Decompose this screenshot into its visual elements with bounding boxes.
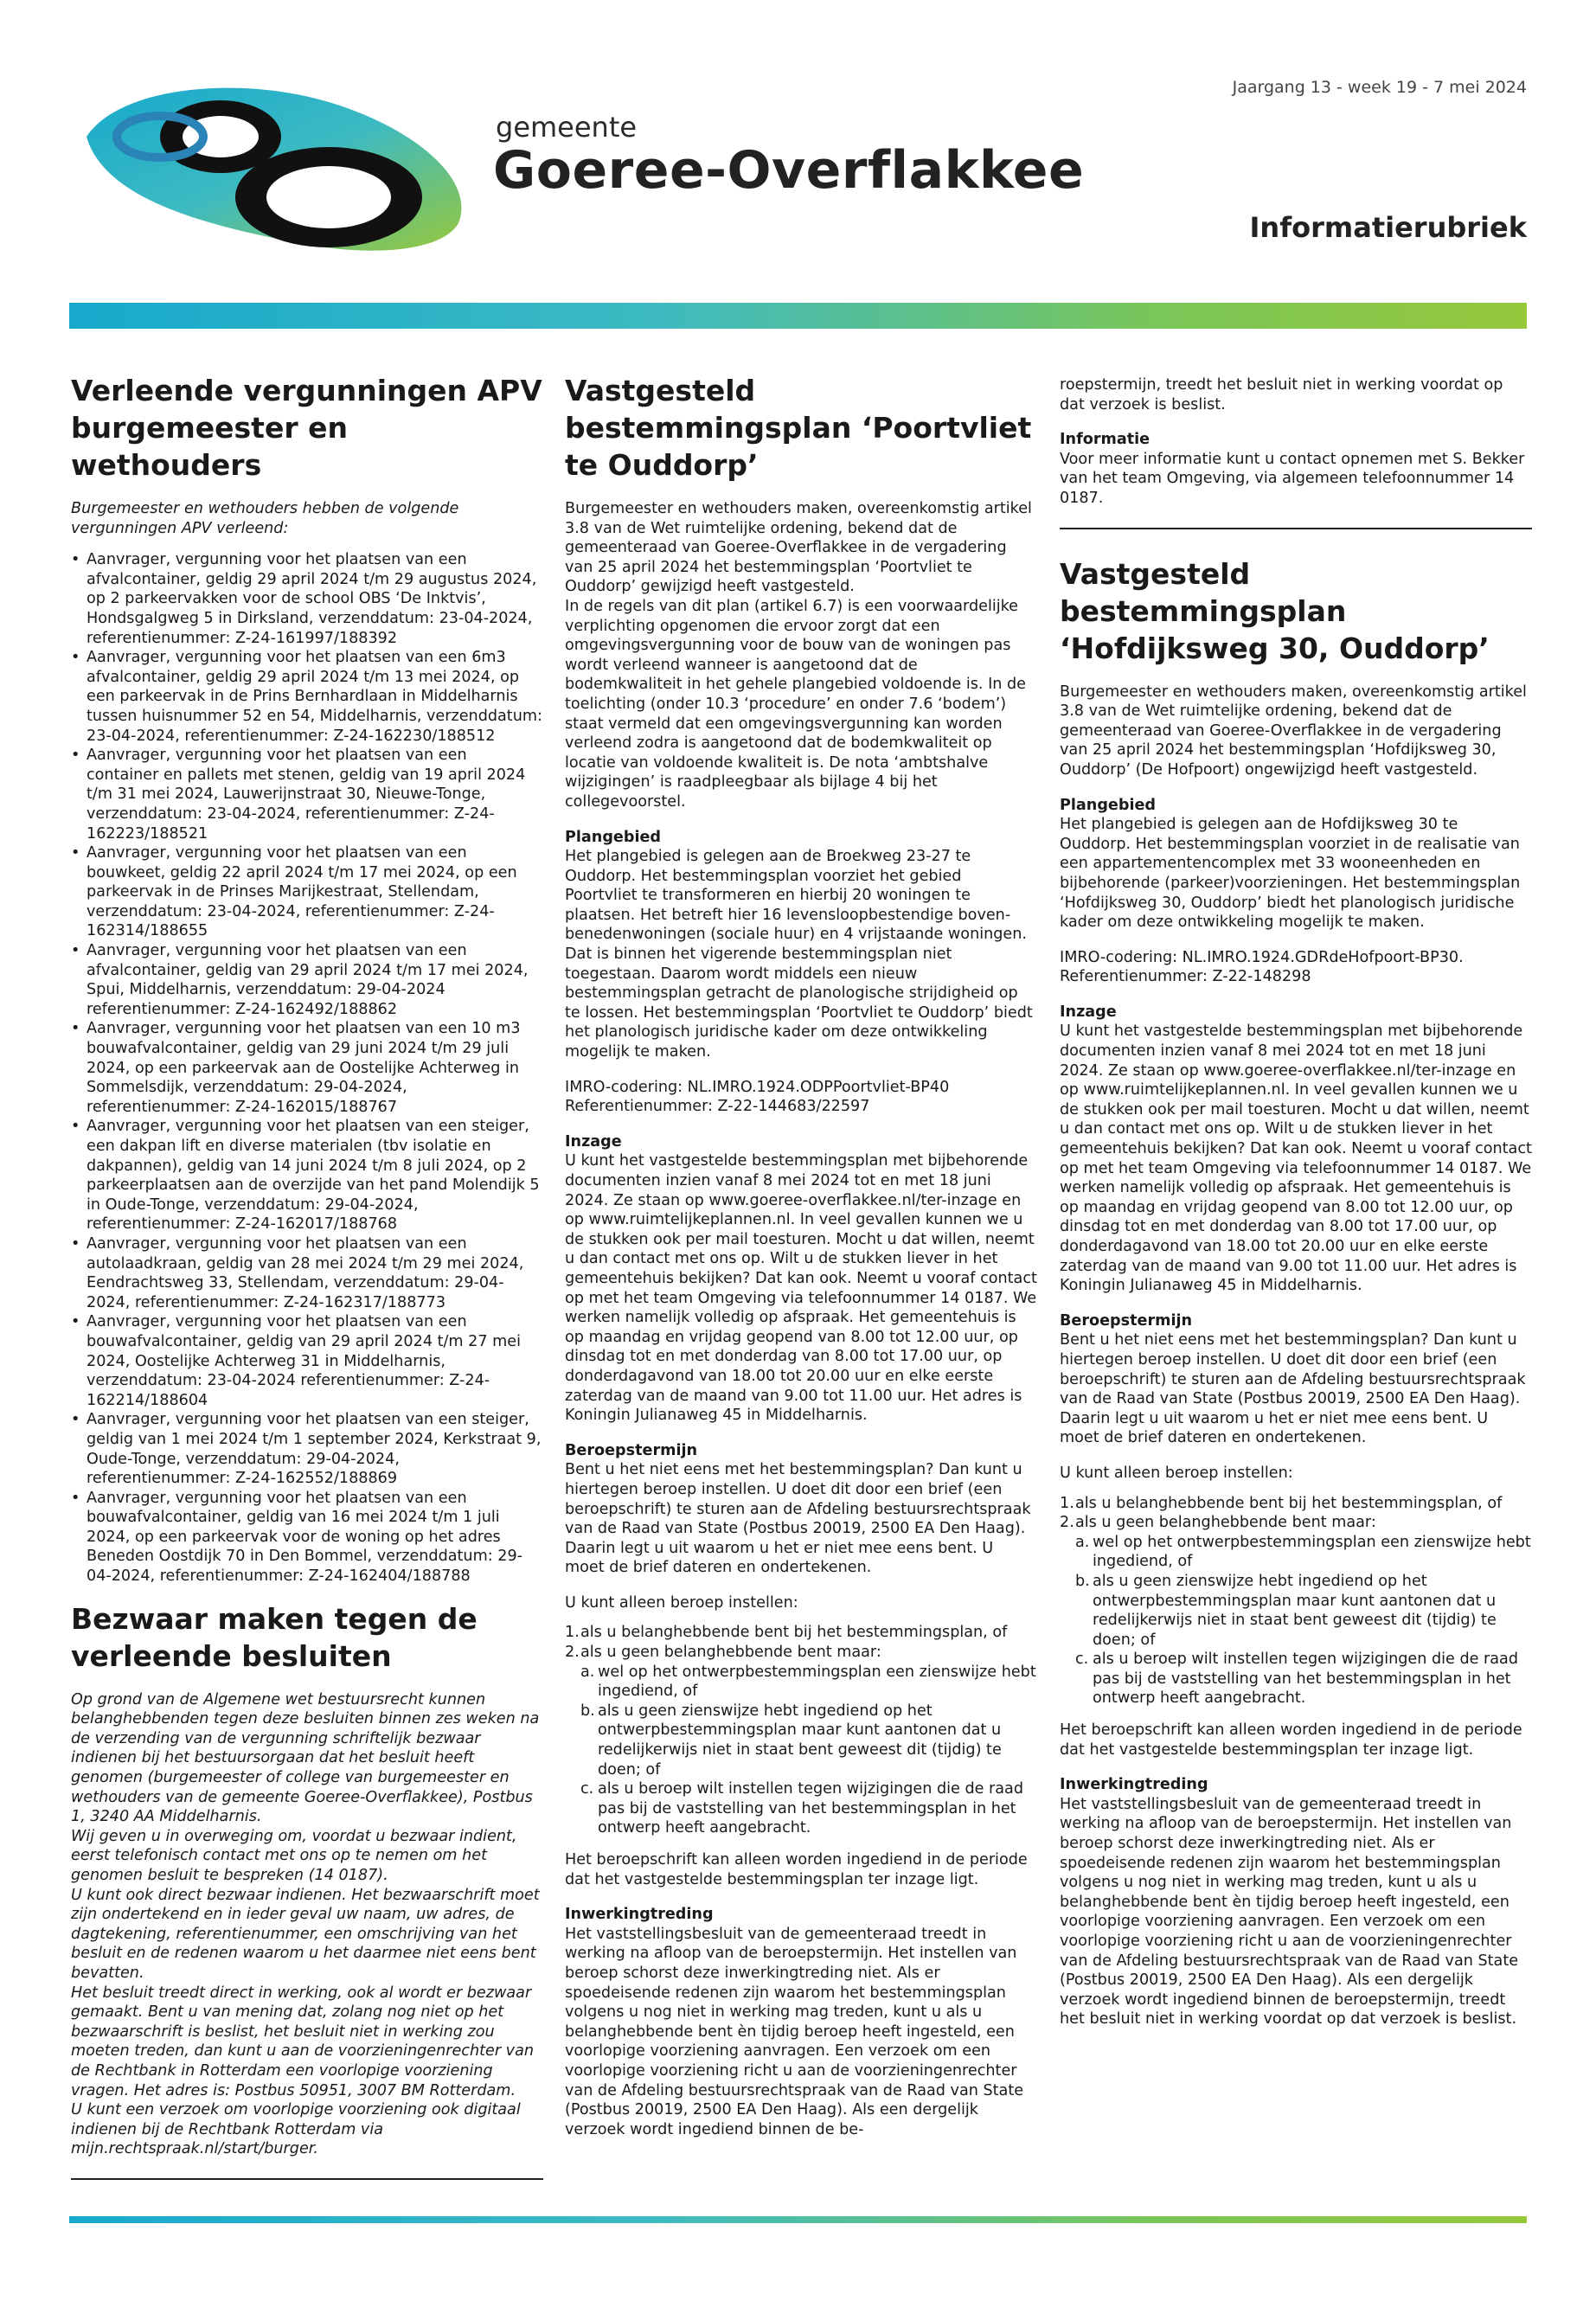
list-text: als u geen belanghebbende bent maar: <box>1075 1514 1376 1532</box>
list-item <box>565 1643 1037 1663</box>
poortvliet-reference: Referentienummer: Z-22-144683/22597 <box>565 1098 870 1116</box>
apv-permit-list <box>71 550 543 1586</box>
hofdijk-plangebied: Het plangebied is gelegen aan de Hofdijksweg 30 te Ouddorp. Het bestemmingsplan voorziet in de realisatie van een appartementencomplex met 33 wooneenheden en bijbehorende (parkeer)voorzieningen. Het bestemmingsplan ‘Hofdijksweg 30, Ouddorp’ biedt het planologisch juridische kader om deze ontwikkeling mogelijk te maken. <box>1060 816 1521 932</box>
hofdijk-alleen: U kunt alleen beroep instellen: <box>1060 1464 1293 1482</box>
list-label: b. <box>580 1702 595 1720</box>
list-text: wel op het ontwerpbestemmingsplan een zienswijze hebt ingediend, of <box>598 1663 1036 1701</box>
hofdijk-inwerking: Het vaststellingsbesluit van de gemeenteraad treedt in werking na afloop van de beroepstermijn. Het instellen van beroep schorst deze inwerkingtreding niet. Als er spoedeisende redenen zijn waarom het bestemmingsplan volgens u nog niet in werking mag treden, kunt u als u belanghebbende bent èn tijdig beroep heeft ingesteld, een voorlopige voorziening aanvragen. Een verzoek om een voorlopige voorziening richt u aan de voorzieningenrechter van de Afdeling bestuursrechtspraak van de Raad van State (Postbus 20019, 2500 EA Den Haag). Als een dergelijk verzoek wordt ingediend binnen de beroepstermijn, treedt het besluit niet in werking voordat op dat verzoek is beslist. <box>1060 1795 1519 2029</box>
column-left <box>71 372 543 2206</box>
list-label: 1. <box>565 1624 580 1642</box>
list-text: wel op het ontwerpbestemmingsplan een zienswijze hebt ingediend, of <box>1093 1533 1531 1571</box>
list-text: als u belanghebbende bent bij het bestemmingsplan, of <box>580 1624 1008 1642</box>
list-item <box>1075 1650 1532 1708</box>
bezwaar-paragraph: Wij geven u in overweging om, voordat u bezwaar indient, eerst telefonisch contact met ons op te nemen om het genomen besluit te bespreken (14 0187). <box>71 1827 517 1884</box>
hofdijk-beroep-period: Het beroepschrift kan alleen worden ingediend in de periode dat het vastgestelde bestemmingsplan ter inzage ligt. <box>1060 1721 1522 1759</box>
list-item <box>1060 1494 1532 1514</box>
poortvliet-beroep-list <box>565 1623 1037 1838</box>
bezwaar-paragraph: U kunt ook direct bezwaar indienen. Het bezwaarschrift moet zijn ondertekend en in ieder geval uw naam, uw adres, de dagtekening, referentienummer, een omschrijving van het besluit en de redenen waarom u het daarmee niet eens bent bevatten. <box>71 1886 540 1982</box>
list-label: b. <box>1075 1572 1090 1590</box>
poortvliet-inwerking-continued: roepstermijn, treedt het besluit niet in werking voordat op dat verzoek is beslist. <box>1060 376 1503 413</box>
list-label: 1. <box>1060 1494 1074 1512</box>
edition-info: Jaargang 13 - week 19 - 7 mei 2024 <box>1232 78 1527 97</box>
column-right <box>1060 375 1532 2040</box>
poortvliet-imro: IMRO-codering: NL.IMRO.1924.ODPPoortvliet-BP40 <box>565 1078 950 1096</box>
hofdijk-beroep-sublist <box>1075 1533 1532 1708</box>
list-item: • Aanvrager, vergunning voor het plaatsen van een bouwkeet, geldig 22 april 2024 t/m 17 mei 2024, op een parkeervak in de Prinses Marijkestraat, Stellendam, verzenddatum: 23-04-2024, referentienummer: Z-24-162314/188655 <box>71 843 543 941</box>
apv-intro: Burgemeester en wethouders hebben de volgende vergunningen APV verleend: <box>71 500 459 537</box>
list-item: • Aanvrager, vergunning voor het plaatsen van een 6m3 afvalcontainer, geldig 29 april 2024 t/m 13 mei 2024, op een parkeervak in de Prins Bernhardlaan in Middelharnis tussen huisnummer 52 en 54, Middelharnis, verzenddatum: 23-04-2024, referentienummer: Z-24-162230/188512 <box>71 648 543 746</box>
section-divider <box>71 2178 543 2180</box>
bezwaar-body <box>71 1690 543 2159</box>
list-item: • Aanvrager, vergunning voor het plaatsen van een autolaadkraan, geldig van 28 mei 2024 t/m 29 mei 2024, Eendrachtsweg 33, Stellendam, verzenddatum: 29-04-2024, referentienummer: Z-24-162317/188773 <box>71 1234 543 1312</box>
list-text: als u geen zienswijze hebt ingediend op het ontwerpbestemmingsplan maar kunt aantonen dat u redelijkerwijs niet in staat bent geweest dit (tijdig) te doen; of <box>598 1702 1002 1779</box>
hofdijk-beroep-list <box>1060 1494 1532 1709</box>
list-text: als u beroep wilt instellen tegen wijzigingen die de raad pas bij de vaststelling van het bestemmingsplan in het ontwerp heeft aangebracht. <box>1093 1650 1518 1708</box>
list-text: als u beroep wilt instellen tegen wijzigingen die de raad pas bij de vaststelling van het bestemmingsplan in het ontwerp heeft aangebracht. <box>598 1780 1023 1837</box>
hofdijk-reference: Referentienummer: Z-22-148298 <box>1060 968 1311 986</box>
municipality-logo-icon <box>69 76 484 258</box>
poortvliet-info-heading: Informatie <box>1060 431 1151 449</box>
hofdijk-beroep-heading: Beroepstermijn <box>1060 1311 1193 1330</box>
list-label: c. <box>1075 1650 1089 1669</box>
list-text: als u belanghebbende bent bij het bestemmingsplan, of <box>1075 1494 1503 1512</box>
list-label: a. <box>1075 1533 1090 1551</box>
poortvliet-alleen: U kunt alleen beroep instellen: <box>565 1593 798 1612</box>
list-item: • Aanvrager, vergunning voor het plaatsen van een afvalcontainer, geldig van 29 april 2024 t/m 17 mei 2024, Spui, Middelharnis, verzenddatum: 29-04-2024 referentienummer: Z-24-162492/188862 <box>71 941 543 1019</box>
poortvliet-inzage-heading: Inzage <box>565 1132 622 1150</box>
masthead <box>0 0 1596 329</box>
poortvliet-title: Vastgesteld bestemmingsplan ‘Poortvliet te Ouddorp’ <box>565 374 1032 482</box>
list-label: 2. <box>565 1644 580 1662</box>
footer-gradient-bar <box>69 2216 1527 2223</box>
section-divider <box>1060 528 1532 529</box>
list-text: als u geen belanghebbende bent maar: <box>580 1644 881 1662</box>
list-item: • Aanvrager, vergunning voor het plaatsen van een bouwafvalcontainer, geldig van 29 april 2024 t/m 27 mei 2024, Oostelijke Achterweg 31 in Middelharnis, verzenddatum: 23-04-2024 referentienummer: Z-24-162214/188604 <box>71 1312 543 1410</box>
list-text: als u geen zienswijze hebt ingediend op het ontwerpbestemmingsplan maar kunt aantonen dat u redelijkerwijs niet in staat bent geweest dit (tijdig) te doen; of <box>1093 1572 1497 1649</box>
list-item <box>1060 1513 1532 1533</box>
header-gradient-bar <box>69 303 1527 329</box>
bezwaar-paragraph: U kunt een verzoek om voorlopige voorziening ook digitaal indienen bij de Rechtbank Rotterdam via mijn.rechtspraak.nl/start/burger. <box>71 2101 521 2158</box>
municipality-label: gemeente <box>496 111 638 144</box>
list-item: • Aanvrager, vergunning voor het plaatsen van een afvalcontainer, geldig 29 april 2024 t/m 29 augustus 2024, op 2 parkeervakken voor de school OBS ‘De Inktvis’, Hondsgalgweg 5 in Dirksland, verzenddatum: 23-04-2024, referentienummer: Z-24-161997/188392 <box>71 550 543 648</box>
hofdijk-inzage-heading: Inzage <box>1060 1003 1117 1021</box>
poortvliet-inwerking: Het vaststellingsbesluit van de gemeenteraad treedt in werking na afloop van de beroepstermijn. Het instellen van beroep schorst deze inwerkingtreding niet. Als er spoedeisende redenen zijn waarom het bestemmingsplan volgens u nog niet in werking mag treden, kunt u als u belanghebbende bent èn tijdig beroep heeft ingesteld, een voorlopige voorziening aanvragen. Een verzoek om een voorlopige voorziening richt u aan de voorzieningenrechter van de Afdeling bestuursrechtspraak van de Raad van State (Postbus 20019, 2500 EA Den Haag). Als een dergelijk verzoek wordt ingediend binnen de be- <box>565 1925 1024 2138</box>
section-title: Informatierubriek <box>1249 211 1527 244</box>
list-item: • Aanvrager, vergunning voor het plaatsen van een container en pallets met stenen, geldig van 19 april 2024 t/m 31 mei 2024, Lauwerijnstraat 30, Nieuwe-Tonge, verzenddatum: 23-04-2024, referentienummer: Z-24-162223/188521 <box>71 746 543 843</box>
list-label: a. <box>580 1663 595 1681</box>
poortvliet-plangebied: Het plangebied is gelegen aan de Broekweg 23-27 te Ouddorp. Het bestemmingsplan voorziet het gebied Poortvliet te transformeren en hierbij 20 woningen te plaatsen. Het betreft hier 16 levensloopbestendige boven-benedenwoningen (sociale huur) en 4 vrijstaande woningen. Dat is binnen het vigerende bestemmingsplan niet toegestaan. Daarom wordt middels een nieuw bestemmingsplan getracht de planologische strijdigheid op te lossen. Het bestemmingsplan ‘Poortvliet te Ouddorp’ biedt het planologisch juridische kader om deze ontwikkeling mogelijk te maken. <box>565 848 1033 1061</box>
list-item <box>1075 1572 1532 1650</box>
list-label: c. <box>580 1780 594 1798</box>
hofdijk-beroep: Bent u het niet eens met het bestemmingsplan? Dan kunt u hiertegen beroep instellen. U doet dit door een brief (een beroepschrift) te sturen aan de Afdeling bestuursrechtspraak van de Raad van State (Postbus 20019, 2500 EA Den Haag). Daarin legt u uit waarom u het er niet mee eens bent. U moet de brief dateren en ondertekenen. <box>1060 1331 1526 1447</box>
list-item: • Aanvrager, vergunning voor het plaatsen van een 10 m3 bouwafvalcontainer, geldig van 29 juni 2024 t/m 29 juli 2024, op een parkeervak aan de Oostelijke Achterweg in Sommelsdijk, verzenddatum: 29-04-2024, referentienummer: Z-24-162015/188767 <box>71 1019 543 1117</box>
hofdijk-inwerking-heading: Inwerkingtreding <box>1060 1776 1208 1794</box>
list-item <box>565 1623 1037 1643</box>
column-middle <box>565 372 1037 2150</box>
hofdijk-imro: IMRO-codering: NL.IMRO.1924.GDRdeHofpoort-BP30. <box>1060 948 1464 966</box>
bezwaar-paragraph: Op grond van de Algemene wet bestuursrecht kunnen belanghebbenden tegen deze besluiten binnen zes weken na de verzending van de vergunning schriftelijk bezwaar indienen bij het bestuursorgaan dat het besluit heeft genomen (burgemeester of college van burgemeester en wethouders van de gemeente Goeree-Overflakkee), Postbus 1, 3240 AA Middelharnis. <box>71 1690 540 1826</box>
municipality-name: Goeree-Overflakkee <box>493 140 1085 201</box>
list-item <box>580 1779 1037 1838</box>
apv-title: Verleende vergunningen APV burgemeester en wethouders <box>71 374 542 482</box>
hofdijk-intro: Burgemeester en wethouders maken, overeenkomstig artikel 3.8 van de Wet ruimtelijke ordening, bekend dat de gemeenteraad van Goeree-Overflakkee in de vergadering van 25 april 2024 het bestemmingsplan ‘Hofdijksweg 30, Ouddorp’ (De Hofpoort) ongewijzigd heeft vastgesteld. <box>1060 683 1527 779</box>
list-label: 2. <box>1060 1514 1074 1532</box>
list-item <box>1075 1533 1532 1572</box>
hofdijk-inzage: U kunt het vastgestelde bestemmingsplan met bijbehorende documenten inzien vanaf 8 mei 2024 tot en met 18 juni 2024. Ze staan op www.goeree-overflakkee.nl/ter-inzage en op www.ruimtelijkeplannen.nl. In veel gevallen kunnen we u de stukken ook per mail toesturen. Mocht u dat willen, neemt u dan contact met ons op. Wilt u de stukken liever in het gemeentehuis bekijken? Dat kan ook. Neemt u vooraf contact op met het team Omgeving via telefoonnummer 14 0187. We werken namelijk volledig op afspraak. Het gemeentehuis is op maandag en vrijdag geopend van 8.00 tot 12.00 uur, op dinsdag tot en met donderdag van 8.00 tot 17.00 uur, op donderdagavond van 18.00 tot 20.00 uur en elke eerste zaterdag van de maand van 9.00 tot 11.00 uur. Het adres is Koningin Julianaweg 45 in Middelharnis. <box>1060 1022 1532 1295</box>
poortvliet-plangebied-heading: Plangebied <box>565 828 662 846</box>
list-item <box>580 1702 1037 1779</box>
poortvliet-intro-2: In de regels van dit plan (artikel 6.7) is een voorwaardelijke verplichting opgenomen die ervoor zorgt dat een omgevingsvergunning voor de bouw van de woningen pas wordt verleend wanneer is aangetoond dat de bodemkwaliteit in het gehele plangebied voldoende is. In de toelichting (onder 10.3 ‘procedure’ en onder 7.6 ‘bodem’) staat vermeld dat een omgevingsvergunning kan worden verleend zodra is aangetoond dat de bodemkwaliteit op locatie van voldoende kwaliteit is. De nota ‘ambtshalve wijzigingen’ is raadpleegbaar als bijlage 4 bij het collegevoorstel. <box>565 597 1027 811</box>
poortvliet-inzage: U kunt het vastgestelde bestemmingsplan met bijbehorende documenten inzien vanaf 8 mei 2024 tot en met 18 juni 2024. Ze staan op www.goeree-overflakkee.nl/ter-inzage en op www.ruimtelijkeplannen.nl. In veel gevallen kunnen we u de stukken ook per mail toesturen. Mocht u dat willen, neemt u dan contact met ons op. Wilt u de stukken liever in het gemeentehuis bekijken? Dat kan ook. Neemt u vooraf contact op met het team Omgeving via telefoonnummer 14 0187. We werken namelijk volledig op afspraak. Het gemeentehuis is op maandag en vrijdag geopend van 8.00 tot 12.00 uur, op dinsdag tot en met donderdag van 8.00 tot 17.00 uur, op donderdagavond van 18.00 tot 20.00 uur en elke eerste zaterdag van de maand van 9.00 tot 11.00 uur. Het adres is Koningin Julianaweg 45 in Middelharnis. <box>565 1152 1037 1425</box>
poortvliet-inwerking-heading: Inwerkingtreding <box>565 1906 714 1924</box>
hofdijk-plangebied-heading: Plangebied <box>1060 796 1157 814</box>
bezwaar-title: Bezwaar maken tegen de verleende besluiten <box>71 1601 478 1673</box>
hofdijk-title: Vastgesteld bestemmingsplan ‘Hofdijksweg 30, Ouddorp’ <box>1060 556 1490 665</box>
list-item: • Aanvrager, vergunning voor het plaatsen van een steiger, geldig van 1 mei 2024 t/m 1 september 2024, Kerkstraat 9, Oude-Tonge, verzenddatum: 29-04-2024, referentienummer: Z-24-162552/188869 <box>71 1410 543 1488</box>
list-item: • Aanvrager, vergunning voor het plaatsen van een steiger, een dakpan lift en diverse materialen (tbv isolatie en dakpannen), geldig van 14 juni 2024 t/m 8 juli 2024, op 2 parkeerplaatsen aan de overzijde van het pand Molendijk 5 in Oude-Tonge, verzenddatum: 29-04-2024, referentienummer: Z-24-162017/188768 <box>71 1117 543 1234</box>
list-item <box>580 1663 1037 1702</box>
poortvliet-beroep-sublist <box>580 1663 1037 1838</box>
poortvliet-intro: Burgemeester en wethouders maken, overeenkomstig artikel 3.8 van de Wet ruimtelijke ordening, bekend dat de gemeenteraad van Goeree-Overflakkee in de vergadering van 25 april 2024 het bestemmingsplan ‘Poortvliet te Ouddorp’ gewijzigd heeft vastgesteld. <box>565 500 1032 596</box>
poortvliet-beroep-heading: Beroepstermijn <box>565 1441 698 1459</box>
poortvliet-info: Voor meer informatie kunt u contact opnemen met S. Bekker van het team Omgeving, via algemeen telefoonnummer 14 0187. <box>1060 450 1525 507</box>
poortvliet-beroep: Bent u het niet eens met het bestemmingsplan? Dan kunt u hiertegen beroep instellen. U doet dit door een brief (een beroepschrift) te sturen aan de Afdeling bestuursrechtspraak van de Raad van State (Postbus 20019, 2500 EA Den Haag). Daarin legt u uit waarom u het er niet mee eens bent. U moet de brief dateren en ondertekenen. <box>565 1461 1031 1577</box>
list-item: • Aanvrager, vergunning voor het plaatsen van een bouwafvalcontainer, geldig van 16 mei 2024 t/m 1 juli 2024, op een parkeervak voor de woning op het adres Beneden Oostdijk 70 in Den Bommel, verzenddatum: 29-04-2024, referentienummer: Z-24-162404/188788 <box>71 1489 543 1586</box>
bezwaar-paragraph: Het besluit treedt direct in werking, ook al wordt er bezwaar gemaakt. Bent u van mening dat, zolang nog niet op het bezwaarschrift is beslist, het besluit niet in werking zou moeten treden, dan kunt u aan de voorzieningenrechter van de Rechtbank in Rotterdam een voorlopige voorziening vragen. Het adres is: Postbus 50951, 3007 BM Rotterdam. <box>71 1984 535 2099</box>
poortvliet-beroep-period: Het beroepschrift kan alleen worden ingediend in de periode dat het vastgestelde bestemmingsplan ter inzage ligt. <box>565 1851 1028 1888</box>
